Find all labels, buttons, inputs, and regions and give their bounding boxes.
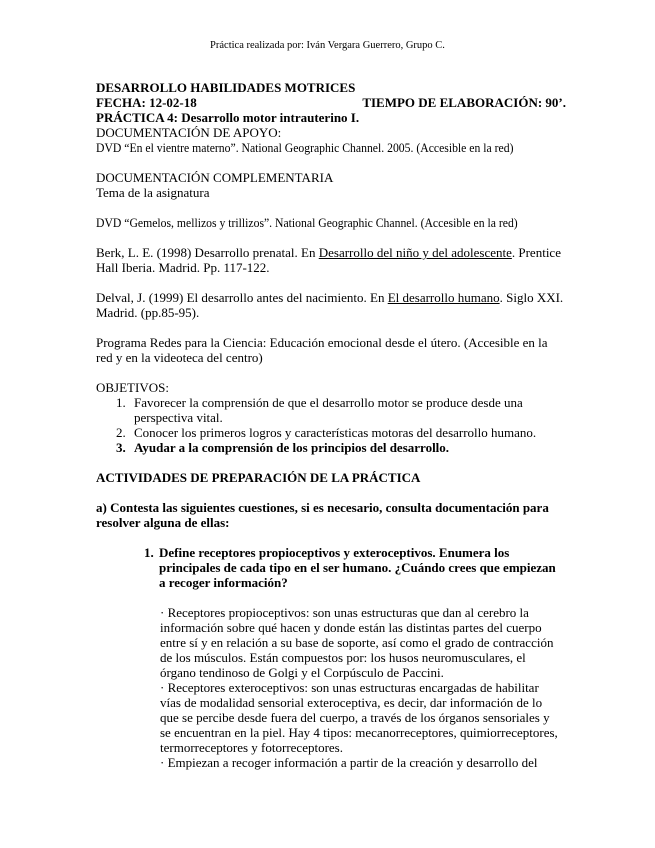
answer-line: órgano tendinoso de Golgi y el Corpúsculo de Paccini. (160, 665, 444, 680)
document-body (96, 80, 566, 770)
answer-line: entre sí y en relación a su base de soporte, así como el grado de contracción (160, 635, 554, 650)
practice-title: PRÁCTICA 4: Desarrollo motor intrauterino I. (96, 110, 360, 125)
ref-berk-title: Desarrollo del niño y del adolescente (318, 245, 512, 260)
answer-line: termorreceptores y fotorreceptores. (160, 740, 343, 755)
time-label: TIEMPO DE ELABORACIÓN: 90’. (362, 95, 566, 110)
ref-berk-line2: Hall Iberia. Madrid. Pp. 117-122. (96, 260, 270, 275)
answer-1 (160, 605, 566, 770)
complementary-docs-heading: DOCUMENTACIÓN COMPLEMENTARIA (96, 170, 334, 185)
answer-line: información sobre qué hacen y donde están las distintas partes del cuerpo (160, 620, 542, 635)
complementary-docs-sub: Tema de la asignatura (96, 185, 210, 200)
ref-redes: Programa Redes para la Ciencia: Educación emocional desde el útero. (Accesible en la (96, 335, 548, 350)
answer-line: de los músculos. Están compuestos por: los husos neuromusculares, el (160, 650, 526, 665)
answer-line: · Empiezan a recoger información a partir de la creación y desarrollo del (160, 755, 538, 770)
page-header: Práctica realizada por: Iván Vergara Guerrero, Grupo C. (210, 40, 445, 51)
support-docs-heading: DOCUMENTACIÓN DE APOYO: (96, 125, 282, 140)
activities-instruction: a) Contesta las siguientes cuestiones, si es necesario, consulta documentación para (96, 500, 549, 515)
ref-delval-line2: Madrid. (pp.85-95). (96, 305, 200, 320)
ref-delval: Delval, J. (1999) El desarrollo antes del nacimiento. En El desarrollo humano. Siglo XXI. (96, 290, 564, 305)
ref-delval-title: El desarrollo humano (387, 290, 500, 305)
date-label: FECHA: 12-02-18 (96, 95, 197, 110)
activities-heading: ACTIVIDADES DE PREPARACIÓN DE LA PRÁCTICA (96, 470, 421, 485)
objectives-heading: OBJETIVOS: (96, 380, 169, 395)
ref-redes-line2: red y en la videoteca del centro) (96, 350, 263, 365)
answer-line: vías de modalidad sensorial exteroceptiva, es decir, dar información de lo (160, 695, 543, 710)
objective-item: 2. Conocer los primeros logros y características motoras del desarrollo humano. (116, 425, 537, 440)
answer-line: se encuentran en la piel. Hay 4 tipos: mecanorreceptores, quimiorreceptores, (160, 725, 558, 740)
answer-line: · Receptores propioceptivos: son unas estructuras que dan al cerebro la (160, 605, 529, 620)
dvd-gemelos: DVD “Gemelos, mellizos y trillizos”. National Geographic Channel. (Accesible en la red) (96, 215, 518, 230)
ref-berk: Berk, L. E. (1998) Desarrollo prenatal. En Desarrollo del niño y del adolescente. Prentice (96, 245, 561, 260)
answer-line: que se percibe desde fuera del cuerpo, a través de los órganos sensoriales y (160, 710, 550, 725)
subject-title: DESARROLLO HABILIDADES MOTRICES (96, 80, 356, 95)
activities-instruction-line2: resolver alguna de ellas: (96, 515, 230, 530)
objectives-list (96, 395, 566, 455)
support-docs-item: DVD “En el vientre materno”. National Geographic Channel. 2005. (Accesible en la red) (96, 140, 514, 155)
date-time-row (96, 95, 566, 110)
objective-item: 3. Ayudar a la comprensión de los principios del desarrollo. (116, 440, 450, 455)
answer-line: · Receptores exteroceptivos: son unas estructuras encargadas de habilitar (160, 680, 539, 695)
question-1: 1. Define receptores propioceptivos y exteroceptivos. Enumera los principales de cada tipo en el ser humano. ¿Cuándo crees que empiezan a recoger información? (144, 545, 556, 590)
objective-item: 1. Favorecer la comprensión de que el desarrollo motor se produce desde una perspectiva vital. (116, 395, 523, 425)
